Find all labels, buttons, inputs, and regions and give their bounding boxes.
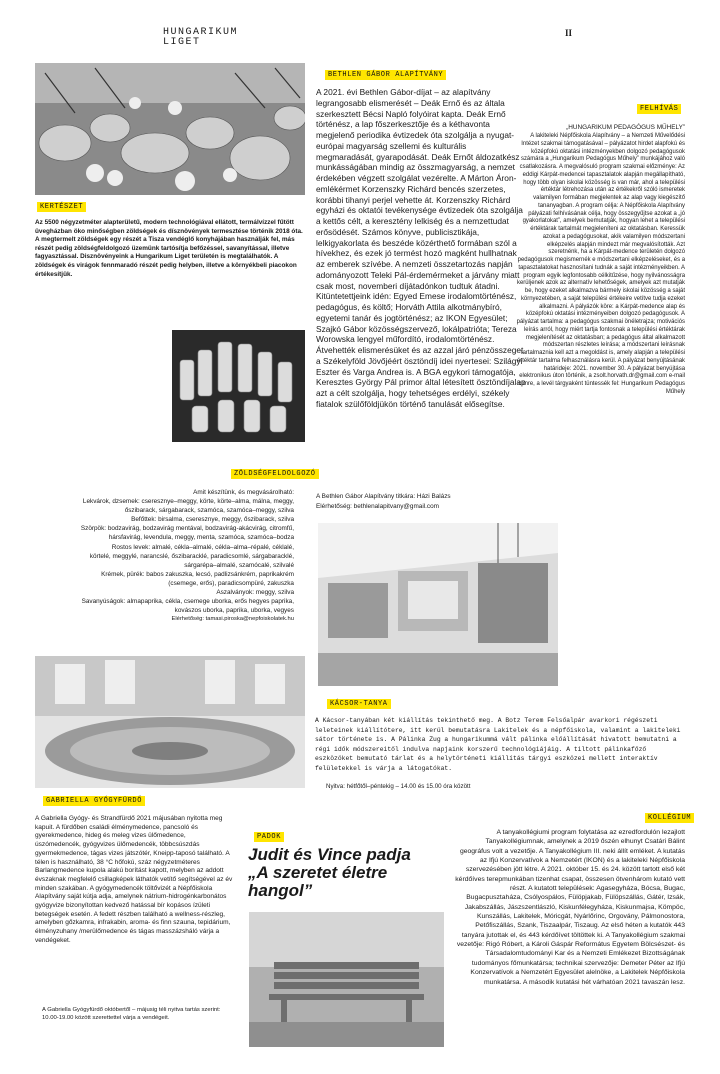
- zoldseg-line: Szörpök: bodzavirág, bodzavirág mentával, bodzavirág-akácvirág, citromfű,: [80, 525, 294, 533]
- gabriella-text: A Gabriella Gyógy- és Strandfürdő 2021 májusában nyitotta meg kapuit. A fürdőben családi élménymedence, pancsoló és gyerekmedence, hideg és meleg vizes ülőmedence, úszómedencék, gyógyvizes ülőmedencék, többcsúszdás gyermekmedence, tágas vizes játszótér, Kneipp-taposó található. A télen is használható, 38 °C hőfokú, száz négyzetméteres Barlangmedence kupola alakú borítást kapott, melyben az addott évszaknak megfelelő csillagképek láthatók vetítő segítségével az év minden szakában. A gyógymedencék töltővizét a Népfőiskola Alapítvány saját kútja adja, amelynek nátrium-hidrogénkarbonátos gyógyvize bizonyítottan kedvező hatással bír kopásos ízületi betegségek esetén. A fedett részben található a wellness-részleg, amelyben gőzkamra, infrakabin, aroma- és finn szauna, tepidárium, élményzuhany /merülőmedence és tágas masszázsháló várja a vendégeket.: [35, 815, 233, 944]
- spa-photo: [35, 656, 305, 788]
- zoldseg-line: sárgarépa–almalé, szamócalé, szilvalé: [184, 561, 294, 569]
- bethlen-footer-secretary: A Bethlen Gábor Alapítvány titkára: Házi Balázs: [316, 493, 451, 500]
- zoldseg-line: kovászos uborka, paprika, uborka, vegyes: [174, 607, 294, 615]
- felhivas-text: A lakiteleki Népfőiskola Alapítvány – a Nemzeti Művelődési Intézet szakmai támogatásával – pályázatot hirdet alapfokú és középfokú oktatási intézményekben dolgozó pedagógusok számára a „Hungarikum Pedagógus Műhely” munkájához való csatlakozásra. A megvalósuló program szakmai előzménye: Az eddigi Kárpát-medencei tapasztalatok alapján megállapítható, hogy több olyan iskolai közösség is van már, ahol a települési értéktár létrehozása után az értékekről szóló ismeretek valamilyen formában megjelentek az alap vagy kiegészítő tananyagban. A program célja: A Népfőiskola Alapítvány pályázati felhívásának célja, hogy összegyűjtse azokat a „jó gyakorlatokat”, amelyek bemutatják, hogyan lehet a települési értéktárak tartalmát megjeleníteni az oktatásban. Keressük azokat a pedagógusokat, akik valamilyen módszertani elképzelés alapján mindezt már megvalósították. Azt szeretnénk, ha a Kárpát-medence területén dolgozó pedagógusok megismernék e módszertani elképzeléseket, és a tapasztalatokat hasznosítani tudnák a saját intézményeikben. A program egyik legfontosabb célkitűzése, hogy nyilvánosságra kerüljenek azok az alternatív lehetőségek, amelyek azt mutatják be, hogy ezeket alkalmazva bármely iskolai közösség a saját környezetében, a saját települési értékeire vetítve tudja ezeket alkalmazni. A pályázók köre: a Kárpát-medence alap és középfokú oktatási intézményeiben dolgozó pedagógusok. A pályázat tartalma: a pedagógus szakmai önéletrajza; motivációs leírás arról, hogy miért tartja fontosnak a települési értéktárak megjelenítését az oktatásban; a pedagógus által alkalmazott módszertan részletes leírása; a módszertani leírásnak tartalmaznia kell azt a megoldást is, amely alapján a települési értéktár tartalma felhasználásra kerül. A pályázat benyújtásának határideje: 2021. november 30. A pályázat benyújtása elektronikus úton történik, a zsolt.horvath.dr@gmail.com e-mail címre, a levél tárgyaként tüntessék fel: Hungarikum Pedagógus Műhely: [516, 133, 685, 395]
- zoldseg-block: [35, 488, 294, 624]
- felhivas-tag: FELHÍVÁS: [637, 104, 681, 114]
- zoldseg-intro: Amit készítünk, és megvásárolható:: [193, 489, 294, 496]
- gabriella-hours: A Gabriella Gyógyfürdő októbertől – májusig téli nyitva tartás szerint: 10.00-19.00 között szerettettel várja a vendégeit.: [42, 1007, 221, 1022]
- zoldseg-line: őszibarack, sárgabarack, szamóca, szamóca–meggy, szilva: [124, 507, 294, 515]
- kollegium-text: A tanyakollégiumi program folytatása az ezredfordulón lezajlott Tanyakollégiumnak, amelynek a 2019 őszén elhunyt Csatári Bálint geográfus volt a vezetője. A Tanyakollégium III. neki állít emléket. A kutatás az Ifjú Konzervatívok a Nemzetért (IKON) és a lakiteleki Népfőiskola szervezésében jött létre. A 2021. október 15. és 24. között tartott első két kérdőíves terepmunkában tizenhat csapat, összesen ötvenhárom kutató vett részt. A kutatott települések: Agasegyháza, Bócsa, Bugac, Bugacpusztaháza, Csólyospálos, Fülöpjakab, Fülöpszállás, Gátér, Izsák, Jakabszállás, Jászszentlászló, Kiskunfélegyháza, Kiskunmajsa, Kömpöc, Kunszállás, Lakitelek, Móricgát, Nyárlőrinc, Orgovány, Pálmonostora, Petőfiszállás, Szank, Tiszaalpár, Tiszaug. Az első héten a kutatók 443 tanyára jutottak el, és 443 kérdőívet töltöttek ki. A Tanyakollégium szakmai vezetője: Rigó Róbert, a Károli Gáspár Református Egyetem Bölcsészet- és Társadalomtudományi Kar és a Nemzeti Emlékezet Bizottságának tudományos főmunkatársa; technikai szervezője: Demeter Péter az Ifjú Konzervatívok a Nemzetért Egyesület alelnöke, a Lakitelek Népfőiskola munkatársa. A második kutatási hét várhatóan 2021 tavaszán lesz.: [455, 829, 685, 986]
- kerteszet-text: Az 5500 négyzetméter alapterületű, modern technológiával ellátott, termálvízzel fűtött üvegházban öko minőségben zöldségek és dísznövények termesztése történik 2018 óta. A megtermelt zöldségek egy részét a Tisza vendéglő konyhájában használják fel, más részét pedig zöldségfeldolgozó üzemünk tartósítja befőzéssel, savanyítással, illetve fagyasztással. Disznövényeink a Hungarikum Liget területén is megtalálhatók. A zöldségek és virágok fennmaradó részét pedig helyben, illetve a környékbeli piacokon értékesítjük.: [35, 219, 303, 278]
- jars-photo: [172, 330, 305, 442]
- zoldseg-line: Lekvárok, dzsemek: cseresznye–meggy, körte, körte–alma, málna, meggy,: [82, 498, 294, 506]
- kacsor-text: A Kácsor-tanyában két kiállítás tekinthető meg. A Botz Terem Felsőalpár avarkori régészeti leleteinek kiállítótere, itt kerül bemutatásra Lakitelek és a népfőiskola, valamint a lakiteleki sátor története is. A Pálinka Zug a hungarikummá vált pálinka előállítását hivatott bemutatni a régi idők módszereitől indulva napjaink korszerű technológiájáig. A tiltott pálinkafőző eszközöket bemutató tárlat és a helytörténeti kiállítás tárgyi eszközei mellett interaktív felületekkel is várja a látogatókat.: [315, 717, 681, 772]
- kacsor-tag: KÁCSOR-TANYA: [327, 699, 391, 709]
- zoldseg-line: Krémek, pürék: babos zakuszka, lecsó, padlizsánkrém, paprikakrém: [101, 570, 294, 578]
- zoldseg-contact: Elérhetőség: tamasi.piroska@nepfoiskolatek.hu: [171, 616, 294, 623]
- zoldseg-line: Aszalványok: meggy, szilva: [216, 589, 294, 597]
- bethlen-footer-contact: Elérhetőség: bethlenalapitvany@gmail.com: [316, 503, 440, 510]
- bench-photo: [249, 912, 444, 1047]
- page-header-title: HUNGARIKUM LIGET: [163, 27, 239, 48]
- zoldseg-tag: ZÖLDSÉGFELDOLGOZÓ: [231, 469, 319, 479]
- padok-title: Judit és Vince padja „A szeretet életre hangol”: [248, 845, 411, 900]
- zoldseg-line: körtelé, meggylé, narancslé, őszibaracklé, paradicsomlé, sárgabaracklé,: [89, 552, 294, 560]
- zoldseg-line: hársfavirág, levendula, meggy, menta, szamóca, szamóca–bodza: [108, 534, 294, 542]
- kollegium-tag: KOLLÉGIUM: [645, 813, 694, 823]
- bethlen-text: A 2021. évi Bethlen Gábor-díjat – az alapítvány legrangosabb elismerését – Deák Ernő és az általa szerkesztett Bécsi Napló folyóirat kapta. Deák Ernő történész, a lap főszerkesztője és a kéthavonta megjelenő periodika évtizedek óta szolgálja a nyugat-európai magyarság szellemi és kulturális megmaradását, gyarapodását. Deák Ernőt áldozatkész munkásságában mindig az összmagyarság, a nemzet érdekében végzett szolgálat vezérelte. A Márton Áron-emlékérmet Korzenszky Richárd bencés szerzetes, korábbi tihanyi perjel vehette át. Korzenszky Richárd egyházi és oktatói tevékenysége évtizedek óta szolgálja a kettős célt, a keresztény lelkiség és a nemzettudat erősödését. Számos könyve, publicisztikája, lelkigyakorlata és beszéde közérthető formában szól a hívekhez, és ezek jó termést hozó magként hullhatnak az emberek szívébe. A nemzeti összetartozás napján adományozott Teleki Pál-érdemérmeket a járvány miatt csak most, novemberi díjátadónkon tudtuk átadni. Kitüntetettjeink idén: Egyed Emese irodalomtörténész, pedagógus, és költő; Horváth Attila alkotmánybíró, egyetemi tanár és jogtörténész; az IKON Egyesület; Szajkó Gábor közösségszervező, lokálpatrióta; Tereza Worowska lengyel műfordító, irodalomtörténész. Átvehették elismerésüket és az azzal járó pénzösszeget a Székelyföld Jövőjéért ösztöndíj idei nyertesei: Szilágyi Eszter és Varga Andrea is. A BGA egykori támogatója, Keresztes György Pál primor által létesített ösztöndíjalap azt a célt szolgálja, hogy tehetséges erdélyi, székely fiatalok szülőföldjükön történő tanulását elősegítse.: [316, 87, 526, 409]
- museum-photo: [318, 523, 558, 686]
- zoldseg-line: Savanyúságok: almapaprika, cékla, csemege uborka, erős hegyes paprika,: [81, 598, 294, 606]
- page-number: II: [565, 28, 573, 38]
- vegetables-photo: [35, 63, 305, 195]
- zoldseg-line: Rostos levek: almalé, cékla–almalé, cékla–alma–répalé, céklalé,: [111, 543, 294, 551]
- gabriella-tag: GABRIELLA GYÓGYFÜRDŐ: [43, 796, 145, 806]
- bethlen-tag: BETHLEN GÁBOR ALAPÍTVÁNY: [325, 70, 446, 80]
- felhivas-title: „HUNGARIKUM PEDAGÓGUS MŰHELY”: [566, 124, 685, 131]
- kacsor-hours: Nyitva: hétfőtől–péntekig – 14.00 és 15.00 óra között: [326, 783, 471, 790]
- zoldseg-line: Befőttek: birsalma, cseresznye, meggy, őszibarack, szilva: [131, 516, 294, 524]
- padok-tag: PADOK: [254, 832, 284, 842]
- zoldseg-line: (csemege, erős), paradicsompüré, zakuszka: [168, 579, 294, 587]
- kerteszet-tag: KERTÉSZET: [37, 202, 86, 212]
